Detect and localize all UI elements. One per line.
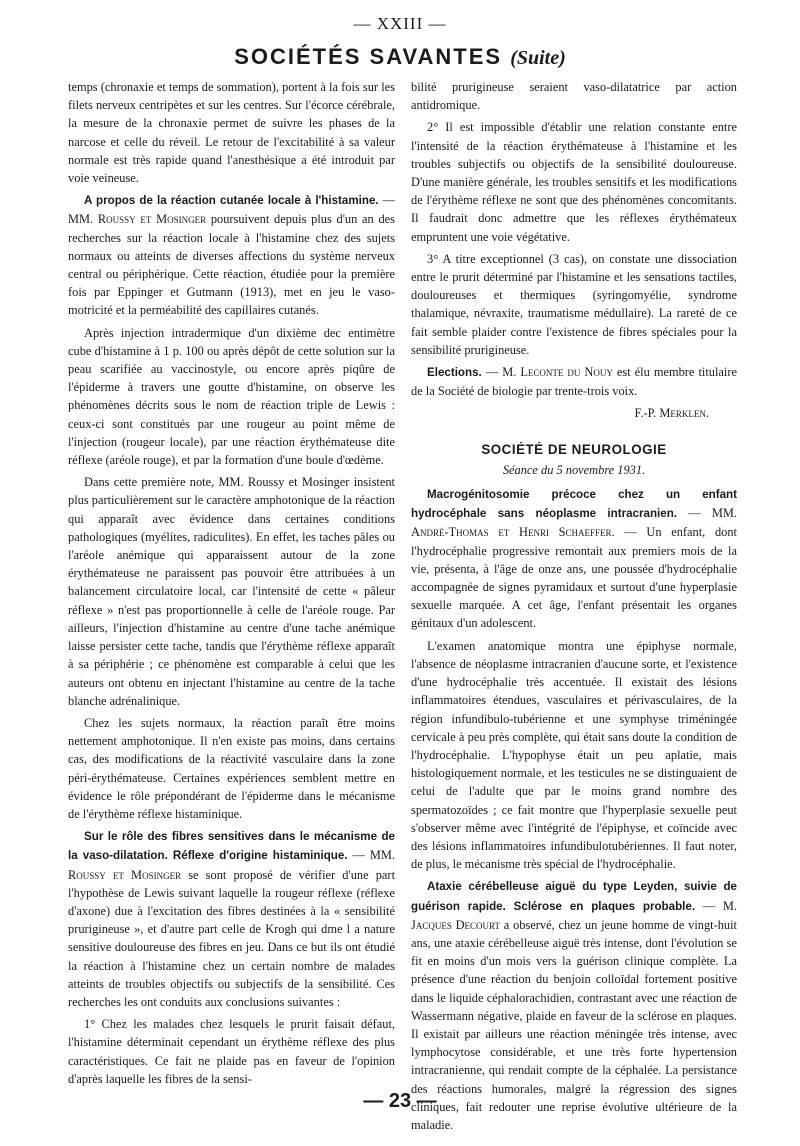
running-title — [0, 44, 800, 70]
paragraph: bilité prurigineuse seraient vaso-dilatatrice par action antidromique. — [411, 80, 737, 113]
running-title-suffix: (Suite) — [510, 47, 566, 69]
paragraph-text: — Un enfant, dont l'hydrocéphalie progressive remontait aux premiers mois de la vie, présenta, à l'âge de onze ans, une poussée d'hydrocéphalie accompagnée de signes pyramidaux et surtout d'une hyperplasie sexuelle marquée. A cet âge, l'enfant présentait les organes génitaux d'un adolescent. — [411, 525, 737, 631]
paragraph-sensory-fibres — [68, 827, 395, 1011]
section-heading: Ataxie cérébelleuse aiguë du type Leyden, suivie de guérison rapide. Sclérose en plaques probable. — [411, 880, 737, 913]
paragraph: Chez les sujets normaux, la réaction paraît être moins nettement amphotonique. Il n'en existe pas moins, dans certains cas, des modifications de la réactivité vasculaire dans la zone péri-érythémateuse. Certaines expériences semblent mettre en évidence le rôle prépondérant de l'épiderme dans le mécanisme de l'érythème réflexe histaminique. — [68, 715, 395, 821]
right-column — [411, 78, 737, 1138]
elected-member: Leconte du Nouy — [520, 365, 613, 380]
session-date: Séance du 5 novembre 1931. — [502, 462, 646, 477]
separator: — — [347, 848, 370, 863]
paragraph: Dans cette première note, MM. Roussy et Mosinger insistent plus particulièrement sur le caractère amphotonique de la réaction qui apparaît avec évidence dans certaines conditions pathologiques (myélites, radiculites). En effet, les taches pâles ou l'aréole anémique qui apparaissent autour de la zone érythémateuse ne paraissent pas pouvoir être attribuées à un balancement circulatoire local, car l'intensité de cette « pâleur réflexe » n'est pas proportionnelle à celle de l'aréole rouge. Par ailleurs, l'injection d'histamine au centre d'une tache anémique laisse persister cette tache, tandis que l'érythème réflexe apparaît à sa périphérie ; ce phénomène est comparable à celui que les auteurs ont obtenu en injectant l'histamine au centre de la tache blanche adrénalinique. — [68, 475, 395, 708]
section-heading: Macrogénitosomie précoce chez un enfant hydrocéphale sans néoplasme intracranien. — [411, 488, 737, 521]
paragraph: 2° Il est impossible d'établir une relation constante entre l'intensité de la réaction érythémateuse à l'histamine et les troubles subjectifs ou objectifs de la sensibilité douloureuse. D'une manière générale, les troubles sensitifs et les modifications de l'érythème réflexe ne sont que des phénomènes concomitants. Il faudrait donc admettre que les réflexes érythémateux empruntent une voie végétative. — [411, 120, 737, 244]
left-column — [68, 78, 395, 1092]
paragraph-text: se sont proposé de vérifier d'une part l'hypothèse de Lewis suivant laquelle la rougeur réflexe (réflexe d'axone) due à l'excitation des fibres destinées à la « sensibilité prurigineuse », et d'autre part celle de Krogh qui dme l a nature sensitive douloureuse des fibres en jeu. Dans ce but ils ont étudié la réaction à l'histamine chez un certain nombre de malades atteints de troubles objectifs ou subjectifs de la sensibilité. Ces recherches les ont conduits aux conclusions suivantes : — [68, 867, 396, 1009]
paragraph: Après injection intradermique d'un dixième dec entimètre cube d'histamine à 1 p. 100 ou après dépôt de cette solution sur la peau scarifiée au vaccinostyle, ou encore après piqûre de l'épiderme à travers une goutte d'histamine, on observe les phénomènes décrits sous le nom de réaction triple de Lewis : ceux-ci sont constitués par une rougeur au point même de l'injection (rougeur locale), par une réaction érythémateuse dite réflexe (aréole rouge), et par la formation d'une boule d'œdème. — [68, 325, 395, 468]
authors: Jacques Decourt — [411, 917, 501, 932]
paragraph-text: poursuivent depuis plus d'un an des recherches sur la réaction locale à l'histamine chez des sujets normaux ou atteints de diverses affections du système nerveux central ou périphérique. Cette réaction, étudiée pour la première fois par Eppinger et Gutmann (1913), met en jeu le vaso-motricité et la perméabilité des capillaires cutanés. — [68, 212, 395, 318]
paragraph: 1° Chez les malades chez lesquels le prurit faisait défaut, l'histamine déterminait cependant un érythème réflexe des plus caractéristiques. Ce fait ne plaide pas en faveur de l'opinion d'après laquelle les fibres de la sensi- — [68, 1017, 395, 1086]
section-heading: Sur le rôle des fibres sensitives dans le mécanisme de la vaso-dilatation. Réflexe d'origine histaminique. — [68, 830, 395, 863]
paragraph-elections — [411, 363, 737, 400]
paragraph-macrogenitosomia — [411, 485, 737, 633]
separator: — M. — [695, 898, 737, 913]
section-heading: Elections. — [427, 366, 482, 380]
authors: MM. Roussy et Mosinger — [68, 848, 395, 882]
paragraph-text: a observé, chez un jeune homme de vingt-huit ans, une ataxie cérébelleuse aiguë très intense, dont l'évolution se fit en moins d'un mois vers la guérison clinique complète. La présence d'une réaction du benjoin colloïdal fortement positive dans le liquide céphalorachidien, contrastant avec une réaction de Wassermann négative, plaide en faveur de la sclérose en plaques. Il existait par ailleurs une réaction méningée très intense, avec lymphocytose considérable, et une très forte hypertension intracranienne, qui rendait compte de la céphalée. La persistance des réactions humorales, malgré la régression des signes cliniques, fait redouter une reprise évolutive ultérieure de la maladie. — [411, 917, 737, 1132]
authors: André-Thomas et Henri Schaeffer. — [411, 525, 615, 540]
roman-page-number: — XXIII — — [353, 14, 447, 33]
authors: MM. Roussy et Mosinger — [68, 212, 207, 227]
society-title: SOCIÉTÉ DE NEUROLOGIE — [481, 441, 667, 457]
paragraph-histamine-reaction — [68, 191, 395, 319]
paragraph: L'examen anatomique montra une épiphyse normale, l'absence de néoplasme intracranien d'aucune sorte, et l'existence d'une hydrocéphalie très accentuée. Il existait des lésions inflammatoires étendues, vasculaires et périvasculaires, de la région infundibulo-tubérienne et une symphyse triméningée cervicale à peu près complète, qui était sans doute la condition de l'hydrocéphalie. L'hypophyse était un peu aplatie, mais histologiquement normale, et les testicules ne se distinguaient de celui de l'adulte que par le moins grand nombre des spermatozoïdes ; ce fait montre que l'hyperplasie sexuelle peut s'observer même avec l'intégrité de l'épiphyse, et coïncide avec des lésions inflammatoires infundibulotubériennes. Il faut noter, de plus, le mécanisme très spécial de l'hydrocéphalie. — [411, 638, 737, 872]
separator: — MM. — [677, 506, 738, 521]
section-heading: A propos de la réaction cutanée locale à l'histamine. — [84, 194, 379, 208]
page-number: — 23 — — [363, 1090, 437, 1112]
signature: F.-P. Merklen. — [634, 406, 709, 421]
paragraph: 3° A titre exceptionnel (3 cas), on constate une dissociation entre le prurit déterminé par l'histamine et les sensations tactiles, douloureuses et thermiques (syringomyélie, syndrome thalamique, névraxite, traumatisme médullaire). La rareté de ce fait semble plaider contre l'existence de fibres spéciales pour la sensibilité prurigineuse. — [411, 251, 737, 357]
separator: — — [378, 193, 395, 208]
separator: — M. — [481, 365, 521, 380]
paragraph-text: est élu membre titulaire de la Société de biologie par trente-trois voix. — [411, 365, 737, 399]
running-title-main: SOCIÉTÉS SAVANTES — [234, 44, 503, 69]
paragraph: temps (chronaxie et temps de sommation), portent à la fois sur les filets nerveux centripètes et sur les centres. Sur l'écorce cérébrale, la mesure de la chronaxie permet de suivre les phases de la narcose et celle du réveil. Le retour de l'excitabilité à sa valeur normale est très rapide quand l'anesthésique a été introduit par voie veineuse. — [68, 80, 395, 186]
